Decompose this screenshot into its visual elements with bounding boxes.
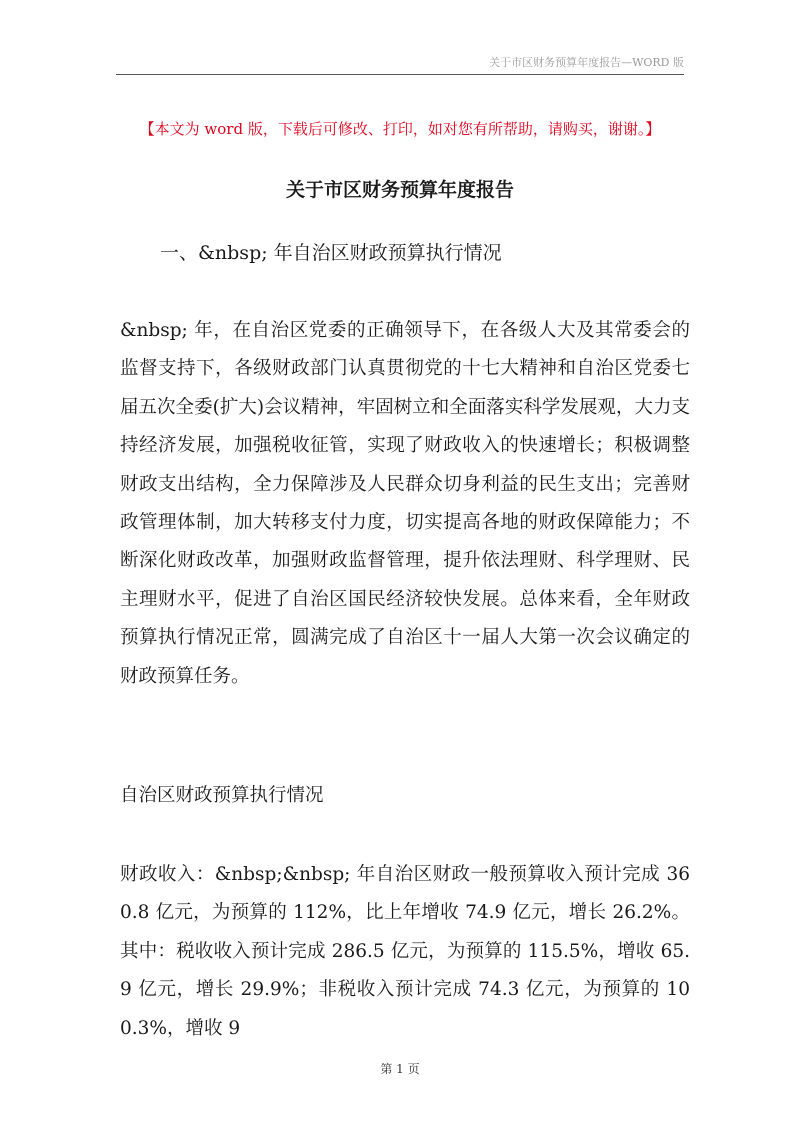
- running-header: 关于市区财务预算年度报告—WORD 版: [489, 56, 684, 69]
- subheading: 自治区财政预算执行情况: [120, 785, 324, 806]
- body-paragraph-2: 财政收入：&nbsp;&nbsp; 年自治区财政一般预算收入预计完成 360.8 亿元，为预算的 112%，比上年增收 74.9 亿元，增长 26.2%。其中：税收收入预计完成 286.5 亿元，为预算的 115.5%，增收 65.9 亿元，增长 29.9%；非税收入预计完成 74.3 亿元，为预算的 100.3%，增收 9: [120, 864, 690, 1039]
- body-paragraph-1: &nbsp; 年，在自治区党委的正确领导下，在各级人大及其常委会的监督支持下，各级财政部门认真贯彻党的十七大精神和自治区党委七届五次全委(扩大)会议精神，牢固树立和全面落实科学发展观，大力支持经济发展，加强税收征管，实现了财政收入的快速增长；积极调整财政支出结构，全力保障涉及人民群众切身利益的民生支出；完善财政管理体制，加大转移支付力度，切实提高各地的财政保障能力；不断深化财政改革，加强财政监督管理，提升依法理财、科学理财、民主理财水平，促进了自治区国民经济较快发展。总体来看，全年财政预算执行情况正常，圆满完成了自治区十一届人大第一次会议确定的财政预算任务。: [120, 320, 690, 687]
- header-divider: [116, 74, 684, 75]
- page-number: 第 1 页: [380, 1062, 420, 1076]
- document-title: 关于市区财务预算年度报告: [285, 179, 514, 201]
- section-heading: 一、&nbsp; 年自治区财政预算执行情况: [160, 242, 502, 264]
- download-notice: 【本文为 word 版，下载后可修改、打印，如对您有所帮助，请购买，谢谢。】: [139, 120, 661, 138]
